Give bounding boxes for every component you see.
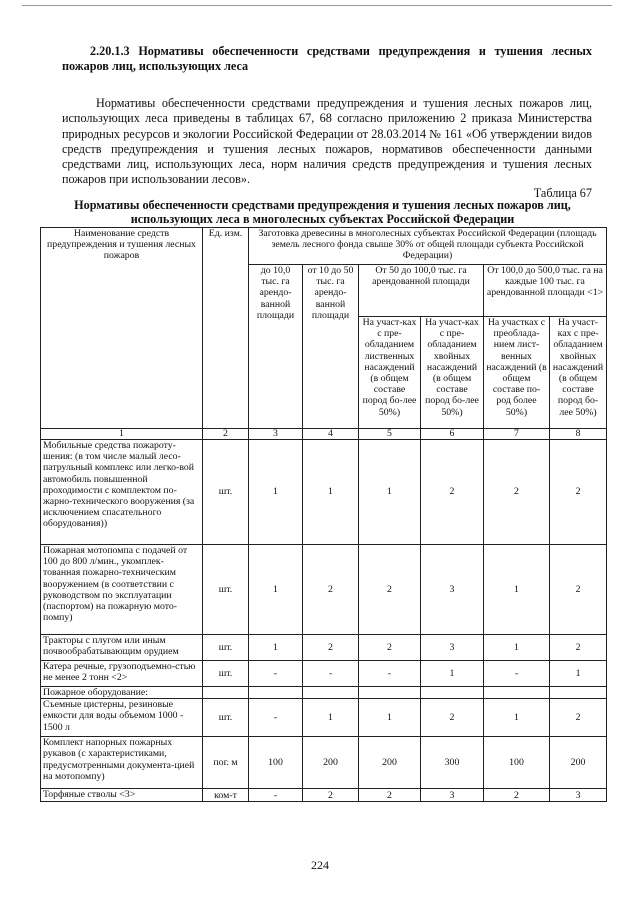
page-number: 224: [311, 858, 329, 872]
row-unit: [203, 687, 249, 699]
row-value: 2: [484, 789, 550, 802]
row-value: -: [359, 661, 421, 687]
row-unit: шт.: [203, 699, 249, 737]
row-name: Торфяные стволы <3>: [41, 789, 203, 802]
row-value: 100: [249, 737, 303, 789]
table-row: [41, 635, 607, 661]
header-name: Наименование средств предупреждения и тушения лесных пожаров: [41, 228, 203, 429]
row-value: [484, 687, 550, 699]
index-cell: 7: [484, 429, 550, 440]
row-value: 2: [303, 789, 359, 802]
row-value: 1: [303, 440, 359, 545]
table-caption: Таблица 67: [533, 186, 592, 200]
row-value: 2: [421, 699, 484, 737]
row-name: Катера речные, грузоподъемно-стью не менее 2 тонн <2>: [41, 661, 203, 687]
top-rule: [22, 5, 612, 6]
header-col-6: На участ-ках с пре-обладанием хвойных насаждений (в общем составе пород бо-лее 50%): [421, 317, 484, 429]
row-value: 1: [484, 545, 550, 635]
row-value: 1: [249, 440, 303, 545]
row-value: 3: [421, 545, 484, 635]
row-value: 1: [249, 545, 303, 635]
row-value: 2: [550, 440, 607, 545]
index-cell: 8: [550, 429, 607, 440]
index-cell: 2: [203, 429, 249, 440]
row-unit: шт.: [203, 440, 249, 545]
row-unit: шт.: [203, 661, 249, 687]
row-value: [359, 687, 421, 699]
row-value: 2: [484, 440, 550, 545]
row-value: 3: [421, 789, 484, 802]
row-value: 1: [484, 635, 550, 661]
row-value: 1: [550, 661, 607, 687]
header-col-7: На участках с преоблада-нием лист-венных насаждений (в общем составе по-род более 50%): [484, 317, 550, 429]
row-value: [550, 687, 607, 699]
row-value: 300: [421, 737, 484, 789]
header-col-4: от 10 до 50 тыс. га арендо-ванной площади: [303, 265, 359, 429]
row-value: 2: [550, 699, 607, 737]
header-unit: Ед. изм.: [203, 228, 249, 429]
index-cell: 1: [41, 429, 203, 440]
row-unit: шт.: [203, 635, 249, 661]
row-unit: шт.: [203, 545, 249, 635]
row-value: -: [484, 661, 550, 687]
row-value: 1: [484, 699, 550, 737]
table-row: [41, 687, 607, 699]
row-name: Съемные цистерны, резиновые емкости для воды объемом 1000 - 1500 л: [41, 699, 203, 737]
index-cell: 6: [421, 429, 484, 440]
row-value: 2: [359, 545, 421, 635]
table-row: [41, 661, 607, 687]
intro-paragraph: Нормативы обеспеченности средствами предупреждения и тушения лесных пожаров лиц, использующих леса приведены в таблицах 67, 68 согласно приложению 2 приказа Министерства природных ресурсов и экологии Российской Федерации от 28.03.2014 № 161 «Об утверждении видов средств предупреждения и тушения лесных пожаров, нормативов обеспеченности данными средствами лиц, использующих леса, норм наличия средств предупреждения и тушения лесных пожаров при использовании лесов».: [62, 96, 592, 187]
table-row: [41, 440, 607, 545]
section-number: 2.20.1.3: [90, 44, 130, 58]
row-value: 100: [484, 737, 550, 789]
row-value: -: [249, 661, 303, 687]
header-col-3: до 10,0 тыс. га арендо-ванной площади: [249, 265, 303, 429]
row-value: [249, 687, 303, 699]
index-cell: 5: [359, 429, 421, 440]
norms-table: [40, 227, 607, 802]
row-value: 2: [303, 545, 359, 635]
row-value: [421, 687, 484, 699]
header-group-5-6: От 50 до 100,0 тыс. га арендованной площади: [359, 265, 484, 317]
row-value: -: [249, 699, 303, 737]
row-name: Тракторы с плугом или иным почвообрабатывающим орудием: [41, 635, 203, 661]
row-name: Пожарная мотопомпа с подачей от 100 до 800 л/мин., укомплек-тованная пожарно-техническим вооружением (в соответствии с руководством по эксплуатации (паспортом) на пожарную мото-помпу): [41, 545, 203, 635]
row-value: 2: [303, 635, 359, 661]
table-row: [41, 545, 607, 635]
table-row: [41, 789, 607, 802]
row-value: 1: [249, 635, 303, 661]
row-value: [303, 687, 359, 699]
row-unit: пог. м: [203, 737, 249, 789]
row-value: 2: [359, 789, 421, 802]
header-group-7-8: От 100,0 до 500,0 тыс. га на каждые 100 тыс. га арендованной площади <1>: [484, 265, 607, 317]
row-value: 1: [421, 661, 484, 687]
row-value: 3: [421, 635, 484, 661]
row-value: 2: [421, 440, 484, 545]
row-value: 200: [550, 737, 607, 789]
row-value: 1: [359, 699, 421, 737]
section-heading: [62, 44, 592, 74]
row-value: 1: [303, 699, 359, 737]
row-name: Комплект напорных пожарных рукавов (с характеристиками, предусмотренными документа-цией на мотопомпу): [41, 737, 203, 789]
row-value: 2: [550, 635, 607, 661]
row-unit: ком-т: [203, 789, 249, 802]
row-value: 3: [550, 789, 607, 802]
header-col-5: На участ-ках с пре-обладанием лиственных насаждений (в общем составе пород бо-лее 50%): [359, 317, 421, 429]
row-value: -: [249, 789, 303, 802]
table-row: [41, 737, 607, 789]
header-group: Заготовка древесины в многолесных субъектах Российской Федерации (площадь земель лесного фонда свыше 30% от общей площади субъекта Российской Федерации): [249, 228, 607, 265]
table-title: Нормативы обеспеченности средствами предупреждения и тушения лесных пожаров лиц, использующих леса в многолесных субъектах Российской Федерации: [74, 198, 571, 226]
row-value: 200: [359, 737, 421, 789]
row-value: 2: [550, 545, 607, 635]
row-name: Мобильные средства пожароту-шения: (в том числе малый лесо-патрульный комплекс или легко-вой автомобиль повышенной проходимости с комплектом по-жарно-технического вооружения (за исключением спасательного оборудования)): [41, 440, 203, 545]
row-value: 200: [303, 737, 359, 789]
index-cell: 4: [303, 429, 359, 440]
row-value: -: [303, 661, 359, 687]
header-col-8: На участ-ках с пре-обладанием хвойных насаждений (в общем составе пород бо-лее 50%): [550, 317, 607, 429]
row-value: 2: [359, 635, 421, 661]
row-value: 1: [359, 440, 421, 545]
section-title: Нормативы обеспеченности средствами предупреждения и тушения лесных пожаров лиц, использующих леса: [62, 44, 592, 73]
row-name: Пожарное оборудование:: [41, 687, 203, 699]
index-cell: 3: [249, 429, 303, 440]
table-row: [41, 699, 607, 737]
